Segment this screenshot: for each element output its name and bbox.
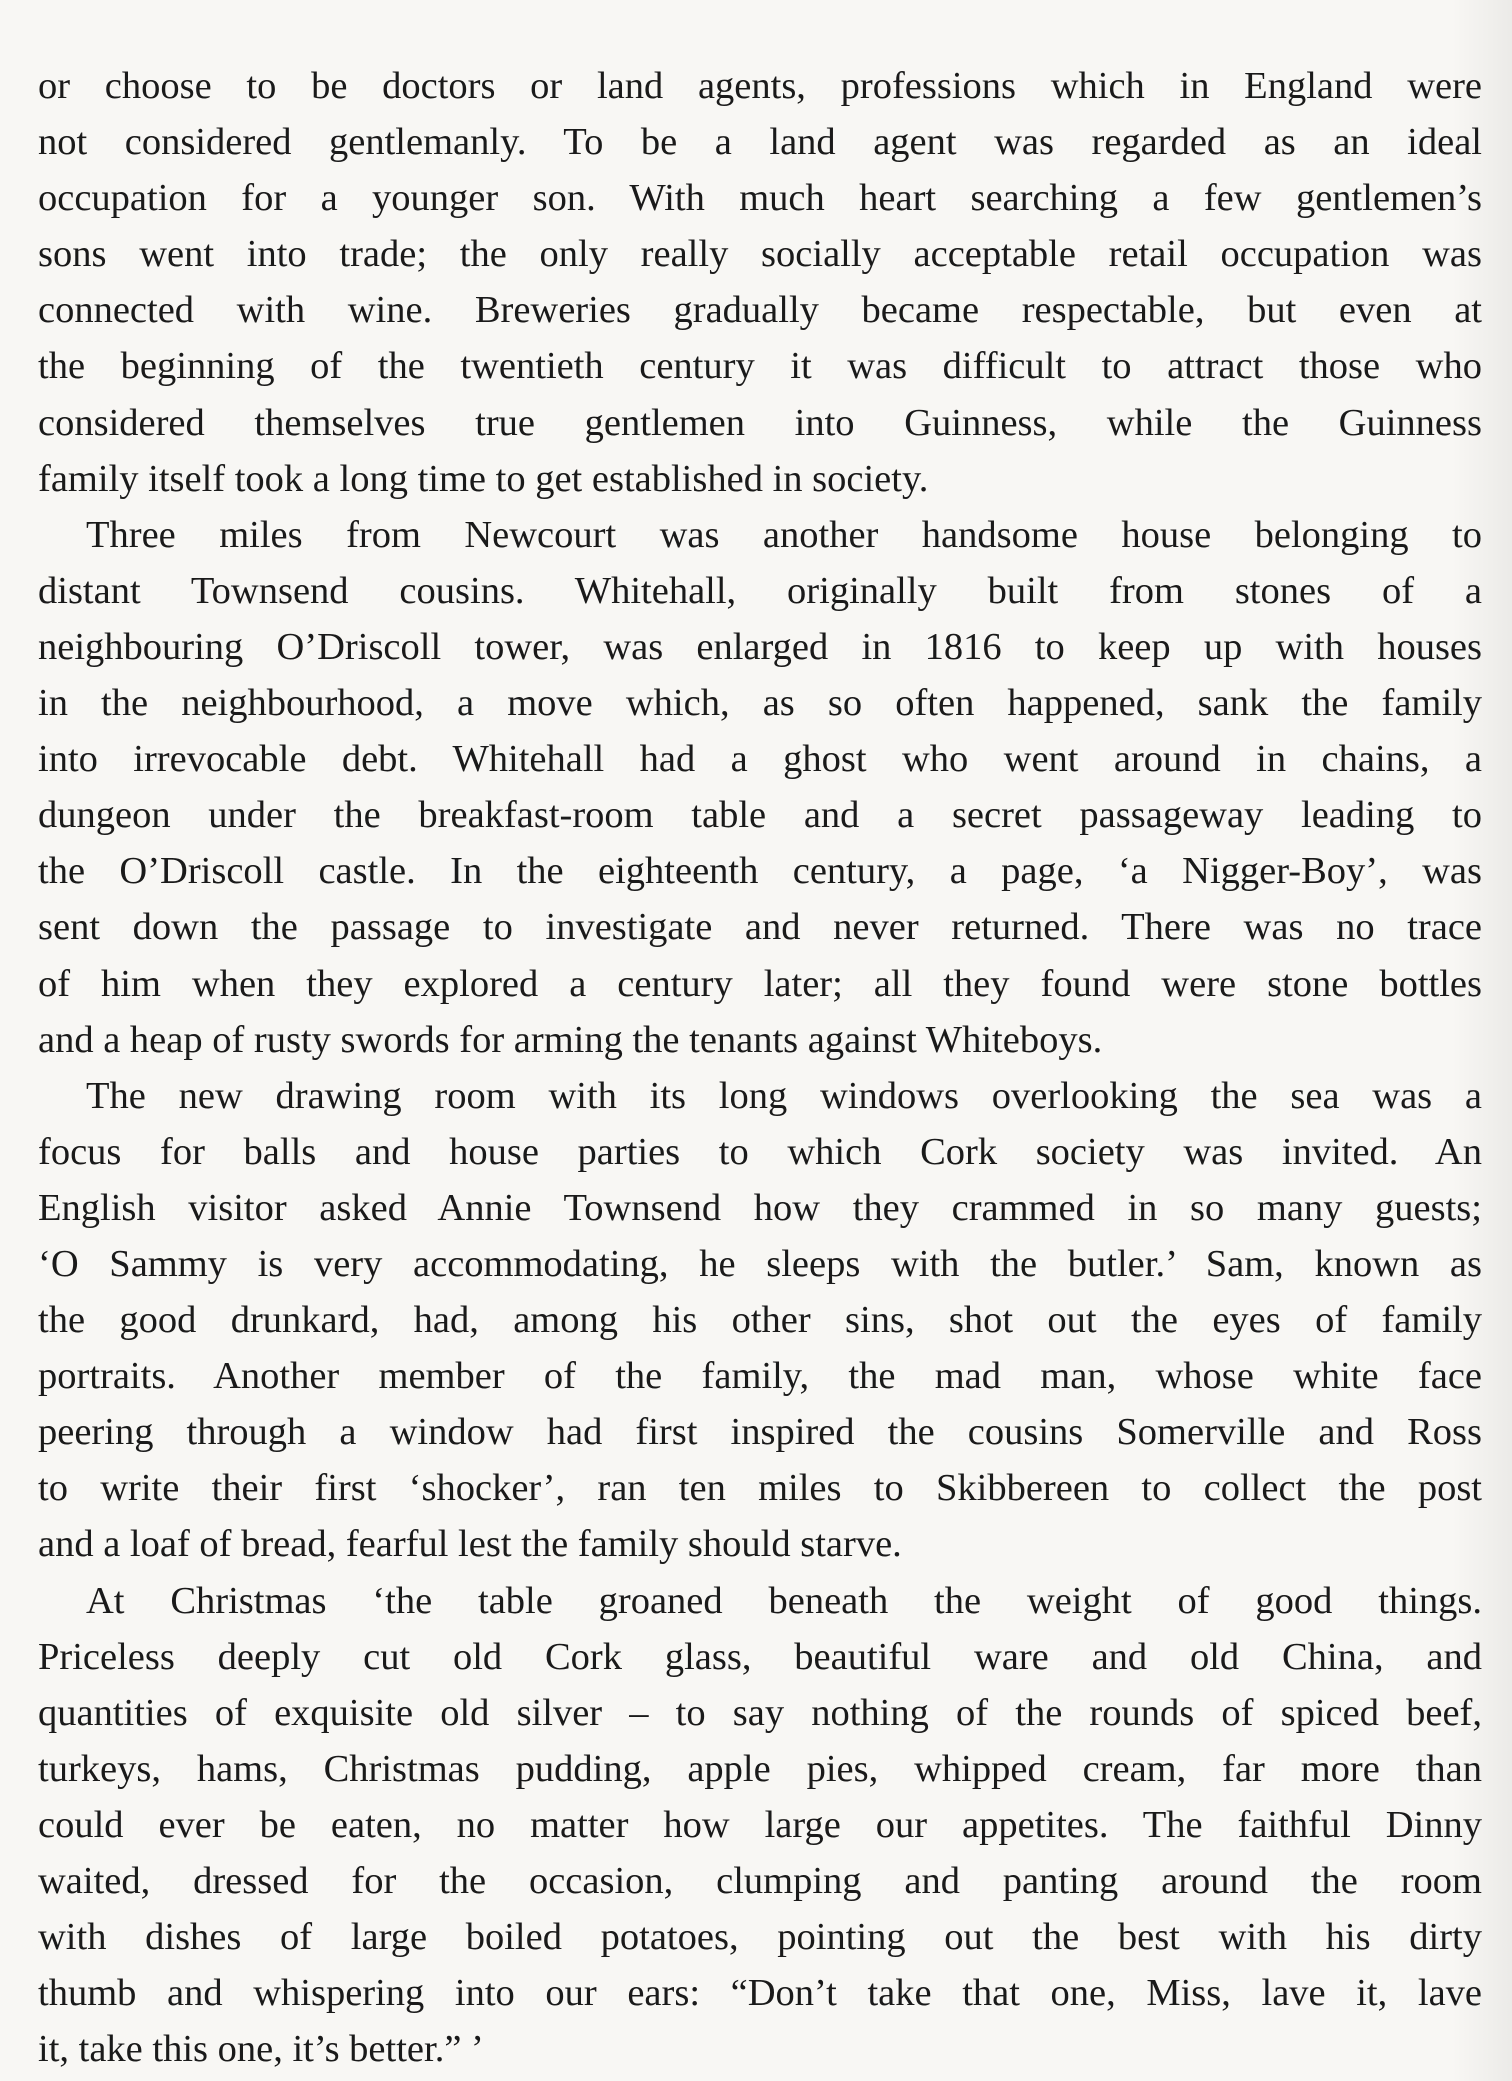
text-line: thumb and whispering into our ears: “Don’t take that one, Miss, lave it, lave: [38, 1972, 1482, 2015]
text-line: into irrevocable debt. Whitehall had a ghost who went around in chains, a: [38, 738, 1482, 781]
text-line: At Christmas ‘the table groaned beneath the weight of good things.: [86, 1579, 1482, 1622]
text-line: The new drawing room with its long windows overlooking the sea was a: [86, 1074, 1482, 1117]
paragraph: [38, 1573, 1482, 2078]
text-line: family itself took a long time to get established in society.: [38, 457, 929, 500]
text-line: the beginning of the twentieth century it was difficult to attract those who: [38, 345, 1482, 388]
text-line: the O’Driscoll castle. In the eighteenth century, a page, ‘a Nigger-Boy’, was: [38, 850, 1482, 893]
page-body-text: [38, 58, 1482, 2077]
text-line: of him when they explored a century later; all they found were stone bottles: [38, 962, 1482, 1005]
text-line: quantities of exquisite old silver – to say nothing of the rounds of spiced beef,: [38, 1691, 1482, 1734]
text-line: to write their first ‘shocker’, ran ten miles to Skibbereen to collect the post: [38, 1467, 1482, 1510]
text-line: considered themselves true gentlemen into Guinness, while the Guinness: [38, 401, 1482, 444]
text-line: focus for balls and house parties to which Cork society was invited. An: [38, 1130, 1482, 1173]
text-line: and a loaf of bread, fearful lest the family should starve.: [38, 1523, 902, 1566]
text-line: not considered gentlemanly. To be a land agent was regarded as an ideal: [38, 121, 1482, 164]
text-line: sent down the passage to investigate and never returned. There was no trace: [38, 906, 1482, 949]
text-line: could ever be eaten, no matter how large our appetites. The faithful Dinny: [38, 1803, 1482, 1846]
text-line: occupation for a younger son. With much heart searching a few gentlemen’s: [38, 177, 1482, 220]
text-line: English visitor asked Annie Townsend how they crammed in so many guests;: [38, 1186, 1482, 1229]
text-line: connected with wine. Breweries gradually became respectable, but even at: [38, 289, 1482, 332]
paragraph: [38, 58, 1482, 507]
text-line: turkeys, hams, Christmas pudding, apple pies, whipped cream, far more than: [38, 1747, 1482, 1790]
paragraph: [38, 1068, 1482, 1573]
text-line: sons went into trade; the only really socially acceptable retail occupation was: [38, 233, 1482, 276]
text-line: peering through a window had first inspired the cousins Somerville and Ross: [38, 1411, 1482, 1454]
text-line: or choose to be doctors or land agents, professions which in England were: [38, 65, 1482, 107]
text-line: waited, dressed for the occasion, clumping and panting around the room: [38, 1860, 1482, 1902]
text-line: distant Townsend cousins. Whitehall, originally built from stones of a: [38, 569, 1482, 612]
text-line: dungeon under the breakfast-room table and a secret passageway leading to: [38, 794, 1482, 837]
text-line: the good drunkard, had, among his other sins, shot out the eyes of family: [38, 1299, 1482, 1342]
text-line: neighbouring O’Driscoll tower, was enlarged in 1816 to keep up with houses: [38, 625, 1482, 668]
paragraph: [38, 507, 1482, 1068]
text-line: it, take this one, it’s better.” ’: [38, 2028, 484, 2071]
text-line: with dishes of large boiled potatoes, pointing out the best with his dirty: [38, 1916, 1482, 1959]
text-line: portraits. Another member of the family, the mad man, whose white face: [38, 1355, 1482, 1398]
text-line: ‘O Sammy is very accommodating, he sleeps with the butler.’ Sam, known as: [38, 1242, 1482, 1285]
text-line: in the neighbourhood, a move which, as so often happened, sank the family: [38, 682, 1482, 725]
text-line: and a heap of rusty swords for arming the tenants against Whiteboys.: [38, 1018, 1103, 1061]
text-line: Priceless deeply cut old Cork glass, beautiful ware and old China, and: [38, 1635, 1482, 1678]
text-line: Three miles from Newcourt was another handsome house belonging to: [86, 513, 1482, 556]
